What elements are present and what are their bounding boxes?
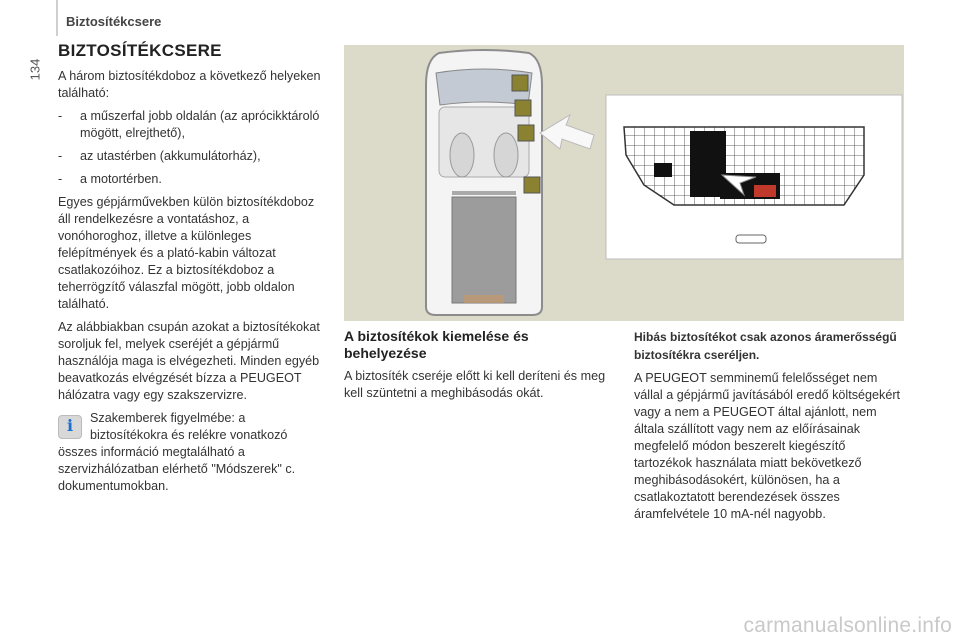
arrow-icon [540,115,594,149]
section-heading: A biztosítékok kiemelése és behelyezése [344,328,529,361]
fuse-box-marker [512,75,528,91]
note-line: Szakemberek figyelmébe: a [90,411,246,425]
paragraph: Az alábbiakban csupán azokat a biztosítékokat soroljuk fel, melyek cseréjét a gépjármű használója maga is elvégezheti. Minden egyéb beavatkozás elvégzését bízza a PEUGEOT hálózatra vagy egy szakszervizre. [58,320,320,402]
info-note [58,410,330,495]
note-line: biztosítékokra és relékre vonatkozó [90,428,288,442]
watermark: carmanualsonline.info [743,614,952,637]
info-icon: i [58,415,82,439]
list-item: - a motortérben. [58,172,162,186]
list-item: - a műszerfal jobb oldalán (az aprócikktároló mögött, elrejthető), [58,109,320,140]
warning-title: Hibás biztosítékot csak azonos áramerősségű biztosítékra cseréljen. [634,330,897,362]
vehicle-diagram [344,45,904,321]
list-item: - az utastérben (akkumulátorház), [58,149,261,163]
paragraph: Egyes gépjárművekben külön biztosítékdoboz áll rendelkezésre a vontatáshoz, a vonóhoroghoz, illetve a különleges felépítmények és a plató-kabin változat csatlakozóihoz. Ez a biztosítékdoboz a teherrögzítő válaszfal mögött, jobb oldalon található. [58,195,315,311]
intro-text: A három biztosítékdoboz a következő helyeken található: [58,69,321,100]
location-list [58,108,330,188]
note-text: összes információ megtalálható a szervizhálózatban elérhető "Módszerek" c. dokumentumokban. [58,445,296,493]
fuse-box-marker [518,125,534,141]
warning-text: A PEUGEOT semminemű felelősséget nem vállal a gépjármű javításából eredő költségekért vagy a nem a PEUGEOT által ajánlott, nem általa szállított vagy nem az előírásainak megfelelő módon beszerelt kiegészítő tartozékok használata miatt bekövetkező meghibásodásokért, különösen, ha a csatlakoztatott berendezések összes áramfelvétele 10 mA-nél nagyobb. [634,371,901,521]
right-column [634,328,904,523]
sidebar-rule [56,0,58,36]
page-title: BIZTOSÍTÉKCSERE [58,41,222,60]
left-column [58,68,330,495]
fuse-box-marker [515,100,531,116]
fuse-location-illustration [344,45,904,321]
section-header: Biztosítékcsere [66,14,162,29]
fuse-box-marker [524,177,540,193]
page-number: 134 [27,58,43,81]
middle-text: A biztosíték cseréje előtt ki kell deríteni és meg kell szüntetni a meghibásodás okát. [344,369,606,400]
